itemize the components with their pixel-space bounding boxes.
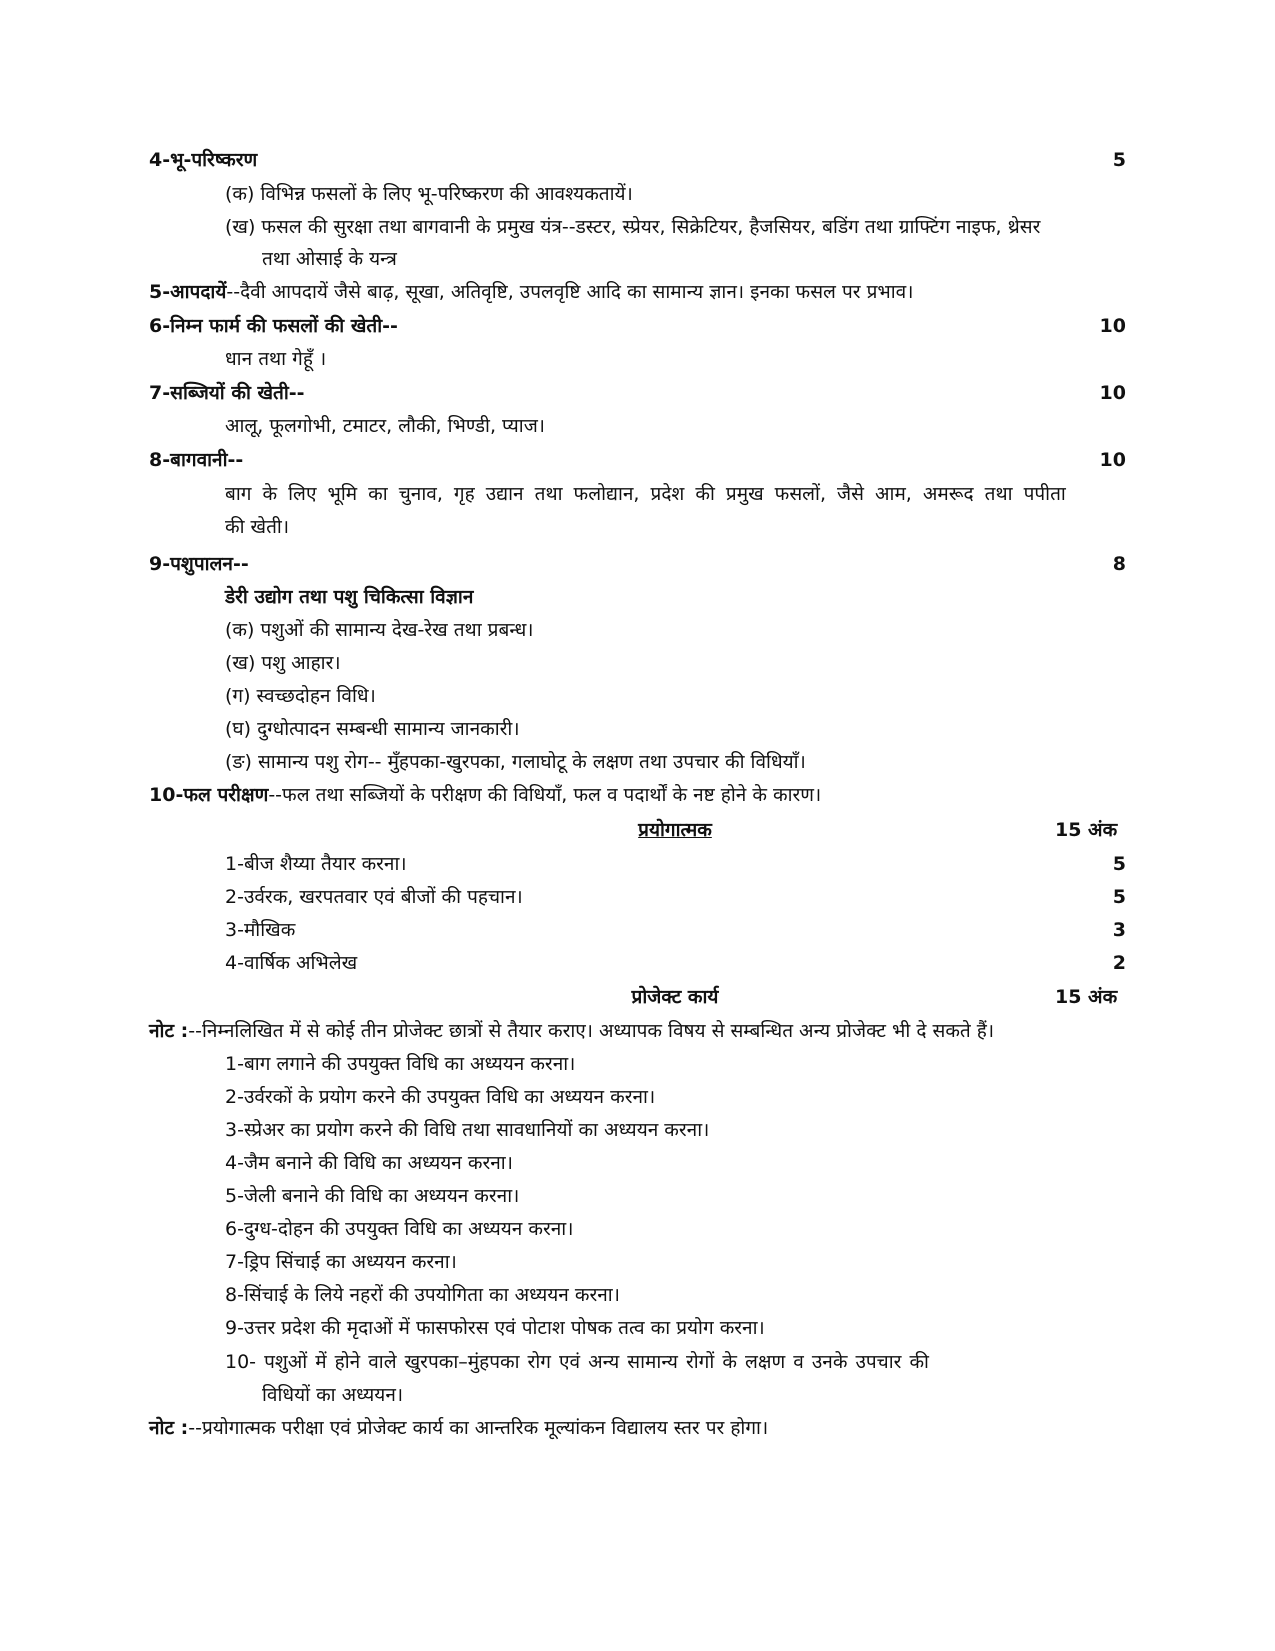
section-6-title: 6-निम्न फार्म की फसलों की खेती-- xyxy=(149,315,398,337)
practical-item-label: 3-मौखिक xyxy=(225,919,296,941)
section-9-item-c: (ग) स्वच्छदोहन विधि। xyxy=(225,685,376,707)
section-8-marks: 10 xyxy=(1099,449,1126,471)
section-9-marks: 8 xyxy=(1112,553,1126,575)
section-4-title: 4-भू-परिष्करण xyxy=(149,149,258,171)
section-8-text-cont: की खेती। xyxy=(225,516,290,538)
project-note-label: नोट : xyxy=(149,1020,189,1042)
project-item: 9-उत्तर प्रदेश की मृदाओं में फासफोरस एवं पोटाश पोषक तत्व का प्रयोग करना। xyxy=(225,1317,765,1339)
project-item: 3-स्प्रेअर का प्रयोग करने की विधि तथा सावधानियों का अध्ययन करना। xyxy=(225,1119,710,1141)
section-6-marks: 10 xyxy=(1099,315,1126,337)
project-marks: 15 अंक xyxy=(1055,986,1118,1008)
project-item: 7-ड्रिप सिंचाई का अध्ययन करना। xyxy=(225,1251,457,1273)
section-9-subtitle: डेरी उद्योग तथा पशु चिकित्सा विज्ञान xyxy=(225,586,474,608)
section-7-title: 7-सब्जियों की खेती-- xyxy=(149,382,305,404)
project-item: 1-बाग लगाने की उपयुक्त विधि का अध्ययन करना। xyxy=(225,1053,576,1075)
practical-heading: प्रयोगात्मक xyxy=(638,819,712,841)
practical-item-marks: 3 xyxy=(1112,919,1126,941)
project-item: 6-दुग्ध-दोहन की उपयुक्त विधि का अध्ययन करना। xyxy=(225,1218,574,1240)
practical-item-label: 1-बीज शैय्या तैयार करना। xyxy=(225,853,407,875)
practical-item-label: 4-वार्षिक अभिलेख xyxy=(225,952,358,974)
section-9-item-b: (ख) पशु आहार। xyxy=(225,652,341,674)
project-note-text: --निम्नलिखित में से कोई तीन प्रोजेक्ट छात्रों से तैयार कराए। अध्यापक विषय से सम्बन्धित अन्य प्रोजेक्ट भी दे सकते हैं। xyxy=(188,1020,995,1042)
practical-marks: 15 अंक xyxy=(1055,819,1118,841)
section-4-marks: 5 xyxy=(1112,149,1126,171)
section-5-title: 5-आपदायें xyxy=(149,281,227,303)
final-note-text: --प्रयोगात्मक परीक्षा एवं प्रोजेक्ट कार्य का आन्तरिक मूल्यांकन विद्यालय स्तर पर होगा। xyxy=(188,1417,769,1439)
section-6-text: धान तथा गेहूँ । xyxy=(225,348,327,370)
final-note xyxy=(149,1415,768,1441)
project-item: 4-जैम बनाने की विधि का अध्ययन करना। xyxy=(225,1152,513,1174)
practical-item-label: 2-उर्वरक, खरपतवार एवं बीजों की पहचान। xyxy=(225,886,523,908)
section-9-item-a: (क) पशुओं की सामान्य देख-रेख तथा प्रबन्ध। xyxy=(225,619,534,641)
section-4-item-b: (ख) फसल की सुरक्षा तथा बागवानी के प्रमुख यंत्र--डस्टर, स्प्रेयर, सिक्रेटियर, हैजसियर, बडिंग तथा ग्राफ्टिंग नाइफ, थ्रेसर xyxy=(225,216,1041,238)
section-7-text: आलू, फूलगोभी, टमाटर, लौकी, भिण्डी, प्याज। xyxy=(225,415,545,437)
project-item: 10- पशुओं में होने वाले खुरपका–मुंहपका रोग एवं अन्य सामान्य रोगों के लक्षण व उनके उपचार की xyxy=(225,1351,929,1373)
section-4-item-a: (क) विभिन्न फसलों के लिए भू-परिष्करण की आवश्यकतायें। xyxy=(225,183,633,205)
section-5 xyxy=(149,279,913,305)
section-9-item-e: (ङ) सामान्य पशु रोग-- मुँहपका-खुरपका, गलाघोटू के लक्षण तथा उपचार की विधियाँ। xyxy=(225,751,806,773)
final-note-label: नोट : xyxy=(149,1417,189,1439)
project-item: 8-सिंचाई के लिये नहरों की उपयोगिता का अध्ययन करना। xyxy=(225,1284,620,1306)
practical-item-marks: 5 xyxy=(1112,853,1126,875)
project-item-cont: विधियों का अध्ययन। xyxy=(262,1384,404,1406)
section-10-title: 10-फल परीक्षण xyxy=(149,784,269,806)
project-note xyxy=(149,1018,994,1044)
section-4-item-b-cont: तथा ओसाई के यन्त्र xyxy=(262,248,397,270)
practical-item-marks: 2 xyxy=(1112,952,1126,974)
project-item: 2-उर्वरकों के प्रयोग करने की उपयुक्त विधि का अध्ययन करना। xyxy=(225,1086,656,1108)
section-10 xyxy=(149,782,821,808)
section-8-title: 8-बागवानी-- xyxy=(149,449,244,471)
section-10-text: --फल तथा सब्जियों के परीक्षण की विधियाँ, फल व पदार्थों के नष्ट होने के कारण। xyxy=(268,784,822,806)
practical-item-marks: 5 xyxy=(1112,886,1126,908)
project-heading: प्रोजेक्ट कार्य xyxy=(631,986,719,1008)
section-7-marks: 10 xyxy=(1099,382,1126,404)
section-9-title: 9-पशुपालन-- xyxy=(149,553,249,575)
section-8-text: बाग के लिए भूमि का चुनाव, गृह उद्यान तथा फलोद्यान, प्रदेश की प्रमुख फसलों, जैसे आम, अमरूद तथा पपीता xyxy=(225,483,1066,505)
project-item: 5-जेली बनाने की विधि का अध्ययन करना। xyxy=(225,1185,520,1207)
section-5-text: --दैवी आपदायें जैसे बाढ़, सूखा, अतिवृष्टि, उपलवृष्टि आदि का सामान्य ज्ञान। इनका फसल पर प्रभाव। xyxy=(226,281,914,303)
section-9-item-d: (घ) दुग्धोत्पादन सम्बन्धी सामान्य जानकारी। xyxy=(225,718,520,740)
